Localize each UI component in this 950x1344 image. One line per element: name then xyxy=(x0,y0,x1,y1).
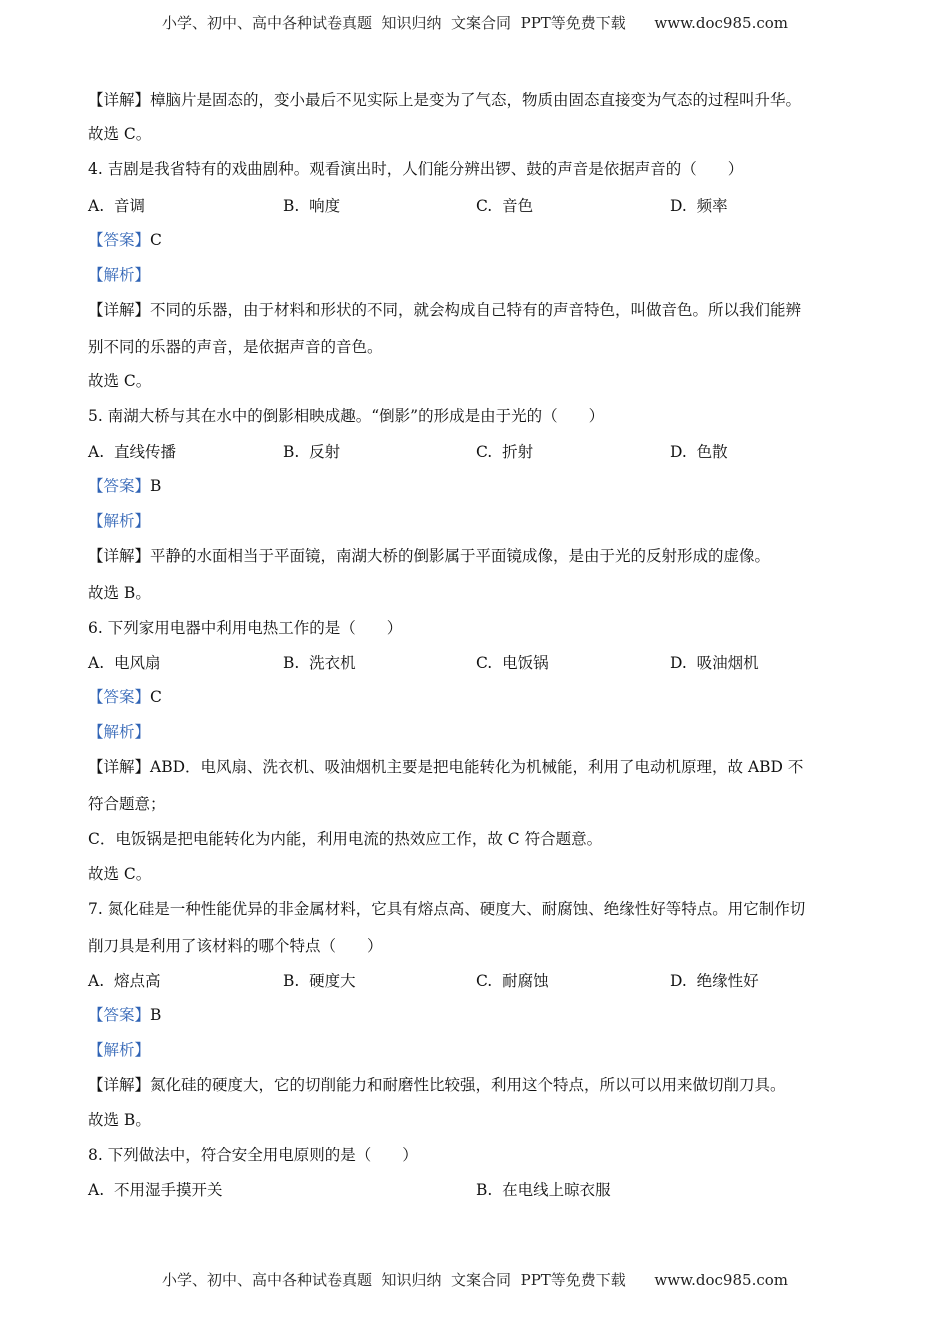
q6-detail: 【详解】ABD．电风扇、洗衣机、吸油烟机主要是把电能转化为机械能，利用了电动机原理，故 ABD 不 xyxy=(88,758,804,776)
q3-detail: 【详解】樟脑片是固态的，变小最后不见实际上是变为了气态，物质由固态直接变为气态的过程叫升华。 xyxy=(88,91,802,109)
q7-option-c: C. 耐腐蚀 xyxy=(476,972,549,990)
q6-option-d: D. 吸油烟机 xyxy=(670,654,759,672)
q4-answer: 【答案】C xyxy=(88,231,162,249)
q7-choose: 故选 B。 xyxy=(88,1111,151,1129)
q7-detail: 【详解】氮化硅的硬度大，它的切削能力和耐磨性比较强，利用这个特点，所以可以用来做切削刀具。 xyxy=(88,1076,786,1094)
q4-choose: 故选 C。 xyxy=(88,372,152,390)
q5-choose: 故选 B。 xyxy=(88,584,151,602)
q5-option-a: A. 直线传播 xyxy=(88,443,176,461)
q4-detail: 【详解】不同的乐器，由于材料和形状的不同，就会构成自己特有的声音特色，叫做音色。所以我们能辨 xyxy=(88,301,802,319)
q6-detail-c: C．电饭锅是把电能转化为内能，利用电流的热效应工作，故 C 符合题意。 xyxy=(88,830,603,848)
q5-detail: 【详解】平静的水面相当于平面镜，南湖大桥的倒影属于平面镜成像，是由于光的反射形成的虚像。 xyxy=(88,547,771,565)
q4-option-a: A. 音调 xyxy=(88,197,145,215)
q7-analysis-tag: 【解析】 xyxy=(88,1041,151,1059)
page-header: 小学、初中、高中各种试卷真题 知识归纳 文案合同 PPT等免费下载 www.doc985.com xyxy=(161,14,788,32)
q8-option-b: B. 在电线上晾衣服 xyxy=(476,1181,611,1199)
q6-choose: 故选 C。 xyxy=(88,865,152,883)
q6-option-c: C. 电饭锅 xyxy=(476,654,549,672)
page-footer: 小学、初中、高中各种试卷真题 知识归纳 文案合同 PPT等免费下载 www.doc985.com xyxy=(161,1271,788,1289)
q4-detail-cont: 别不同的乐器的声音，是依据声音的音色。 xyxy=(88,338,383,356)
q8-stem: 8. 下列做法中，符合安全用电原则的是（ ） xyxy=(88,1146,418,1164)
q7-stem: 7. 氮化硅是一种性能优异的非金属材料，它具有熔点高、硬度大、耐腐蚀、绝缘性好等特点。用它制作切 xyxy=(88,900,806,918)
q3-choose: 故选 C。 xyxy=(88,125,152,143)
q7-option-d: D. 绝缘性好 xyxy=(670,972,759,990)
q5-answer: 【答案】B xyxy=(88,477,162,495)
q8-option-a: A. 不用湿手摸开关 xyxy=(88,1181,223,1199)
answer-tag: 【答案】 xyxy=(88,231,151,249)
q5-option-c: C. 折射 xyxy=(476,443,534,461)
q7-stem-cont: 削刀具是利用了该材料的哪个特点（ ） xyxy=(88,937,383,955)
q6-answer: 【答案】C xyxy=(88,688,162,706)
q5-stem: 5. 南湖大桥与其在水中的倒影相映成趣。“倒影”的形成是由于光的（ ） xyxy=(88,407,605,425)
q7-option-b: B. 硬度大 xyxy=(283,972,356,990)
q6-option-a: A. 电风扇 xyxy=(88,654,161,672)
q4-option-d: D. 频率 xyxy=(670,197,728,215)
q6-analysis-tag: 【解析】 xyxy=(88,723,151,741)
detail-tag: 【详解】 xyxy=(88,91,151,109)
q6-stem: 6. 下列家用电器中利用电热工作的是（ ） xyxy=(88,619,403,637)
q4-option-c: C. 音色 xyxy=(476,197,534,215)
q6-option-b: B. 洗衣机 xyxy=(283,654,356,672)
q5-option-d: D. 色散 xyxy=(670,443,728,461)
q6-detail-cont: 符合题意； xyxy=(88,795,166,813)
q7-answer: 【答案】B xyxy=(88,1006,162,1024)
q5-option-b: B. 反射 xyxy=(283,443,341,461)
q4-option-b: B. 响度 xyxy=(283,197,341,215)
q5-analysis-tag: 【解析】 xyxy=(88,512,151,530)
q4-analysis-tag: 【解析】 xyxy=(88,266,151,284)
q7-option-a: A. 熔点高 xyxy=(88,972,161,990)
q4-stem: 4. 吉剧是我省特有的戏曲剧种。观看演出时，人们能分辨出锣、鼓的声音是依据声音的（ ） xyxy=(88,160,744,178)
